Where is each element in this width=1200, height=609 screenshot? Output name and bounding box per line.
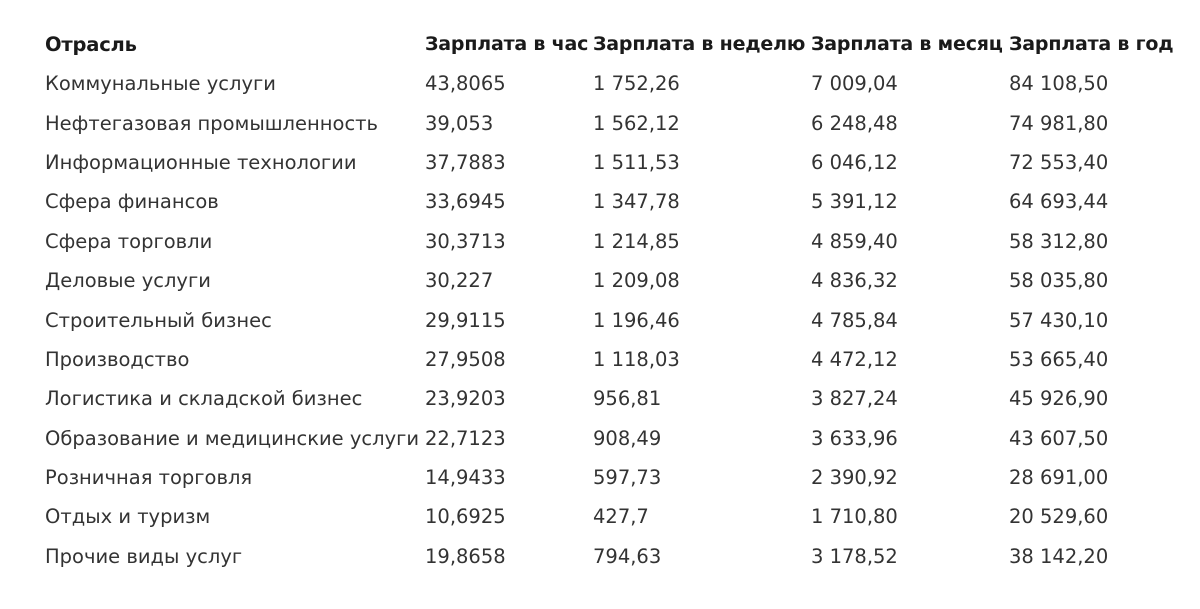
table-row bbox=[45, 419, 1189, 458]
salary-by-industry-table bbox=[45, 24, 1189, 576]
cell-hourly: 30,3713 bbox=[425, 229, 506, 253]
table-row bbox=[45, 379, 1189, 418]
cell-industry: Отдых и туризм bbox=[45, 505, 211, 529]
cell-hourly: 27,9508 bbox=[425, 347, 506, 371]
cell-yearly: 20 529,60 bbox=[1009, 505, 1109, 529]
cell-hourly: 33,6945 bbox=[425, 190, 506, 214]
cell-industry: Строительный бизнес bbox=[45, 308, 272, 332]
table-row bbox=[45, 143, 1189, 182]
cell-weekly: 908,49 bbox=[593, 426, 662, 450]
cell-hourly: 30,227 bbox=[425, 269, 494, 293]
cell-industry: Деловые услуги bbox=[45, 269, 211, 293]
cell-hourly: 23,9203 bbox=[425, 387, 506, 411]
cell-yearly: 45 926,90 bbox=[1009, 387, 1109, 411]
cell-industry: Производство bbox=[45, 347, 190, 371]
cell-weekly: 597,73 bbox=[593, 466, 662, 490]
cell-monthly: 2 390,92 bbox=[811, 466, 898, 490]
cell-monthly: 5 391,12 bbox=[811, 190, 898, 214]
cell-industry: Сфера финансов bbox=[45, 190, 219, 214]
cell-industry: Сфера торговли bbox=[45, 229, 213, 253]
cell-yearly: 53 665,40 bbox=[1009, 347, 1109, 371]
cell-monthly: 3 178,52 bbox=[811, 544, 898, 568]
cell-weekly: 1 511,53 bbox=[593, 150, 680, 174]
cell-hourly: 29,9115 bbox=[425, 308, 506, 332]
cell-hourly: 37,7883 bbox=[425, 150, 506, 174]
cell-monthly: 6 248,48 bbox=[811, 111, 898, 135]
cell-monthly: 3 633,96 bbox=[811, 426, 898, 450]
cell-weekly: 1 214,85 bbox=[593, 229, 680, 253]
column-header-monthly: Зарплата в месяц bbox=[811, 33, 1003, 55]
cell-industry: Прочие виды услуг bbox=[45, 544, 243, 568]
header-row bbox=[45, 24, 1189, 64]
cell-industry: Розничная торговля bbox=[45, 466, 253, 490]
cell-weekly: 1 562,12 bbox=[593, 111, 680, 135]
table-row bbox=[45, 261, 1189, 300]
cell-industry: Образование и медицинские услуги bbox=[45, 426, 420, 450]
cell-yearly: 43 607,50 bbox=[1009, 426, 1109, 450]
table-body bbox=[45, 64, 1189, 576]
cell-yearly: 58 035,80 bbox=[1009, 269, 1109, 293]
cell-monthly: 6 046,12 bbox=[811, 150, 898, 174]
cell-industry: Нефтегазовая промышленность bbox=[45, 111, 379, 135]
cell-yearly: 58 312,80 bbox=[1009, 229, 1109, 253]
cell-weekly: 794,63 bbox=[593, 544, 662, 568]
cell-monthly: 4 836,32 bbox=[811, 269, 898, 293]
table-header bbox=[45, 24, 1189, 64]
cell-monthly: 4 785,84 bbox=[811, 308, 898, 332]
table-row bbox=[45, 458, 1189, 497]
cell-weekly: 1 209,08 bbox=[593, 269, 680, 293]
cell-monthly: 1 710,80 bbox=[811, 505, 898, 529]
table-row bbox=[45, 64, 1189, 103]
cell-hourly: 14,9433 bbox=[425, 466, 506, 490]
cell-yearly: 74 981,80 bbox=[1009, 111, 1109, 135]
cell-monthly: 3 827,24 bbox=[811, 387, 898, 411]
table-row bbox=[45, 182, 1189, 221]
column-header-yearly: Зарплата в год bbox=[1009, 33, 1174, 55]
cell-weekly: 956,81 bbox=[593, 387, 662, 411]
cell-yearly: 84 108,50 bbox=[1009, 72, 1109, 96]
cell-hourly: 43,8065 bbox=[425, 72, 506, 96]
column-header-weekly: Зарплата в неделю bbox=[593, 33, 806, 55]
cell-yearly: 38 142,20 bbox=[1009, 544, 1109, 568]
cell-weekly: 1 118,03 bbox=[593, 347, 680, 371]
table-row bbox=[45, 300, 1189, 339]
column-header-hourly: Зарплата в час bbox=[425, 33, 589, 55]
cell-monthly: 4 472,12 bbox=[811, 347, 898, 371]
column-header-industry: Отрасль bbox=[45, 32, 137, 56]
cell-monthly: 4 859,40 bbox=[811, 229, 898, 253]
cell-weekly: 1 196,46 bbox=[593, 308, 680, 332]
salary-table-container bbox=[45, 24, 1189, 576]
cell-weekly: 1 752,26 bbox=[593, 72, 680, 96]
cell-hourly: 19,8658 bbox=[425, 544, 506, 568]
cell-yearly: 64 693,44 bbox=[1009, 190, 1109, 214]
table-row bbox=[45, 340, 1189, 379]
cell-industry: Логистика и складской бизнес bbox=[45, 387, 363, 411]
cell-industry: Коммунальные услуги bbox=[45, 72, 276, 96]
cell-monthly: 7 009,04 bbox=[811, 72, 898, 96]
cell-weekly: 427,7 bbox=[593, 505, 649, 529]
cell-hourly: 39,053 bbox=[425, 111, 494, 135]
cell-yearly: 72 553,40 bbox=[1009, 150, 1109, 174]
cell-hourly: 22,7123 bbox=[425, 426, 506, 450]
cell-weekly: 1 347,78 bbox=[593, 190, 680, 214]
table-row bbox=[45, 222, 1189, 261]
cell-yearly: 28 691,00 bbox=[1009, 466, 1109, 490]
cell-hourly: 10,6925 bbox=[425, 505, 506, 529]
table-row bbox=[45, 103, 1189, 142]
cell-yearly: 57 430,10 bbox=[1009, 308, 1109, 332]
cell-industry: Информационные технологии bbox=[45, 150, 357, 174]
table-row bbox=[45, 497, 1189, 536]
table-row bbox=[45, 537, 1189, 576]
